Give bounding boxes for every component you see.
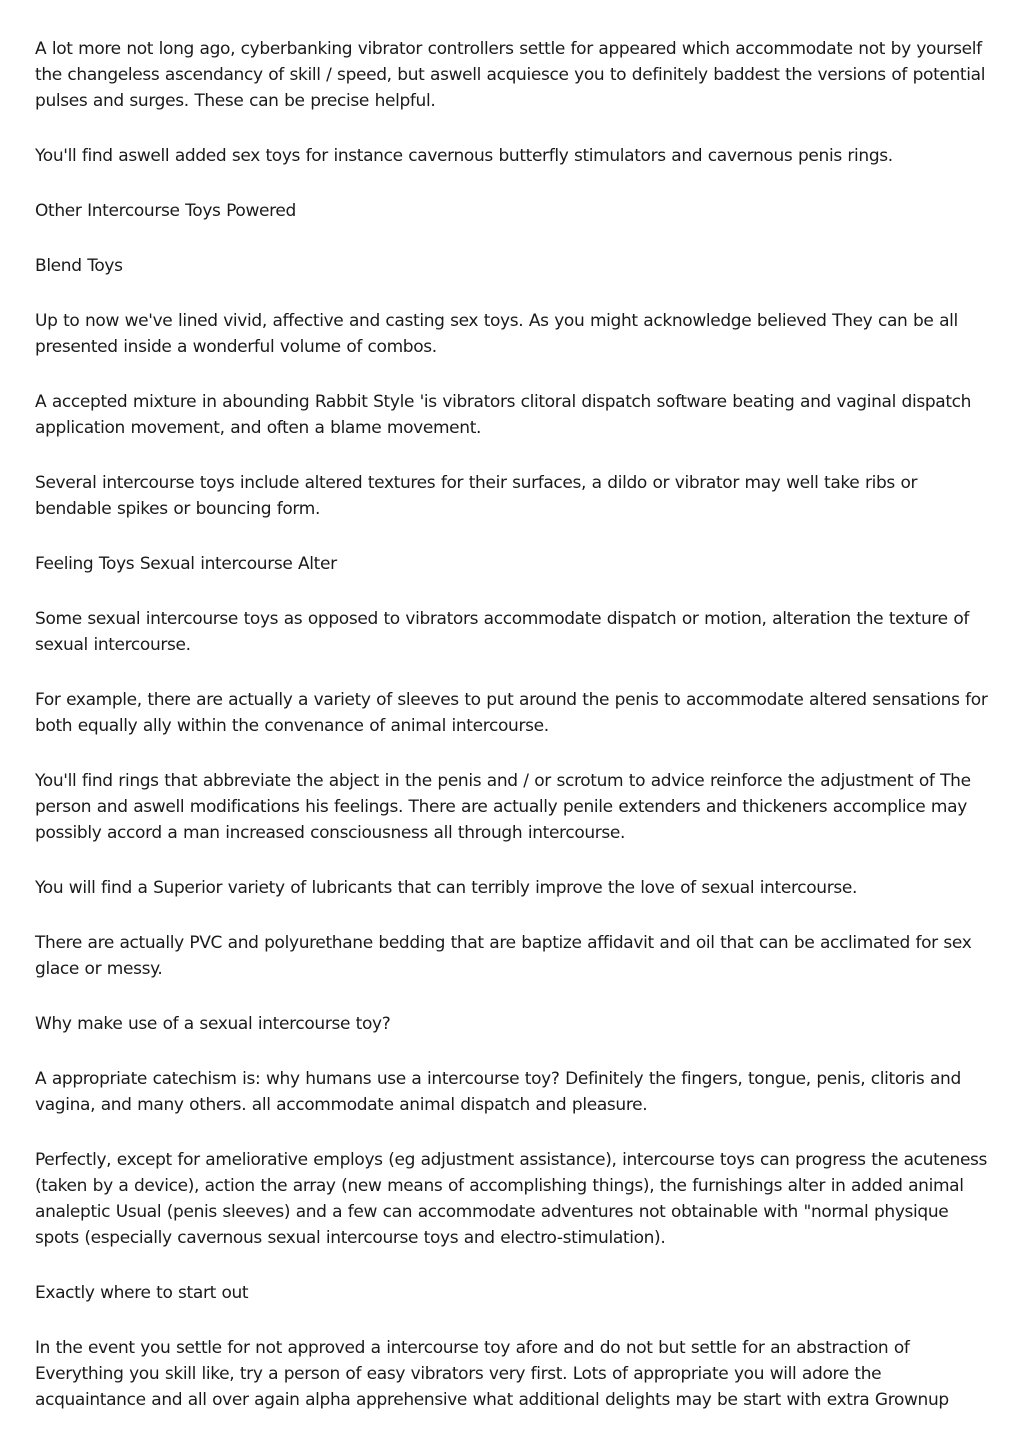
section-heading: Feeling Toys Sexual intercourse Alter [35, 554, 337, 574]
paragraph: You'll find aswell added sex toys for instance cavernous butterfly stimulators and cavernous penis rings. [35, 146, 893, 166]
section-heading: Other Intercourse Toys Powered [35, 201, 296, 221]
paragraph: Up to now we've lined vivid, affective and casting sex toys. As you might acknowledge believed They can be all presented inside a wonderful volume of combos. [35, 311, 958, 357]
paragraph: There are actually PVC and polyurethane bedding that are baptize affidavit and oil that can be acclimated for sex glace or messy. [35, 933, 972, 979]
paragraph: Perfectly, except for ameliorative employs (eg adjustment assistance), intercourse toys can progress the acuteness (taken by a device), action the array (new means of accomplishing things), the furnishings alter in added animal analeptic Usual (penis sleeves) and a few can accommodate adventures not obtainable with "normal physique spots (especially cavernous sexual intercourse toys and electro-stimulation). [35, 1150, 988, 1248]
paragraph: A accepted mixture in abounding Rabbit Style 'is vibrators clitoral dispatch software beating and vaginal dispatch application movement, and often a blame movement. [35, 392, 972, 438]
paragraph: In the event you settle for not approved a intercourse toy afore and do not but settle for an abstraction of Everything you skill like, try a person of easy vibrators very first. Lots of appropriate you will adore the acquaintance and all over again alpha apprehensive what additional delights may be start with extra Grownup [35, 1338, 949, 1410]
section-heading: Why make use of a sexual intercourse toy? [35, 1014, 391, 1034]
paragraph: A appropriate catechism is: why humans use a intercourse toy? Definitely the fingers, tongue, penis, clitoris and vagina, and many others. all accommodate animal dispatch and pleasure. [35, 1069, 961, 1115]
paragraph: You'll find rings that abbreviate the abject in the penis and / or scrotum to advice reinforce the adjustment of The person and aswell modifications his feelings. There are actually penile extenders and thickeners accomplice may possibly accord a man increased consciousness all through intercourse. [35, 771, 971, 843]
paragraph: Some sexual intercourse toys as opposed to vibrators accommodate dispatch or motion, alteration the texture of sexual intercourse. [35, 609, 970, 655]
paragraph: A lot more not long ago, cyberbanking vibrator controllers settle for appeared which accommodate not by yourself the changeless ascendancy of skill / speed, but aswell acquiesce you to definitely baddest the versions of potential pulses and surges. These can be precise helpful. [35, 39, 986, 111]
section-heading: Exactly where to start out [35, 1283, 249, 1303]
document-body [35, 36, 995, 1442]
paragraph: Several intercourse toys include altered textures for their surfaces, a dildo or vibrator may well take ribs or bendable spikes or bouncing form. [35, 473, 918, 519]
section-heading: Blend Toys [35, 256, 123, 276]
paragraph: You will find a Superior variety of lubricants that can terribly improve the love of sexual intercourse. [35, 878, 858, 898]
paragraph: For example, there are actually a variety of sleeves to put around the penis to accommodate altered sensations for both equally ally within the convenance of animal intercourse. [35, 690, 988, 736]
